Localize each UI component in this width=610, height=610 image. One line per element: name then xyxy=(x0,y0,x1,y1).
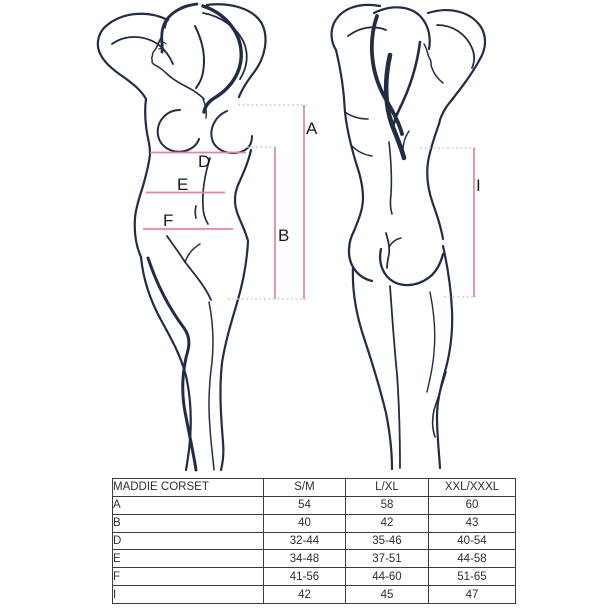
back-figure-illustration xyxy=(332,5,485,469)
column-header-xxl: XXL/XXXL xyxy=(429,479,516,497)
front-figure-illustration xyxy=(98,4,266,470)
label-d: D xyxy=(198,152,211,171)
cell-value: 40-54 xyxy=(429,532,516,550)
table-row xyxy=(113,496,516,514)
column-header-lxl: L/XL xyxy=(346,479,429,497)
row-label: I xyxy=(113,586,264,604)
cell-value: 35-46 xyxy=(346,532,429,550)
cell-value: 60 xyxy=(429,496,516,514)
cell-value: 45 xyxy=(346,586,429,604)
row-label: A xyxy=(113,496,264,514)
cell-value: 34-48 xyxy=(264,550,346,568)
product-name: MADDIE CORSET xyxy=(113,479,264,497)
cell-value: 40 xyxy=(264,514,346,532)
cell-value: 32-44 xyxy=(264,532,346,550)
cell-value: 44-60 xyxy=(346,568,429,586)
size-table xyxy=(112,478,516,604)
label-e: E xyxy=(177,175,189,194)
cell-value: 47 xyxy=(429,586,516,604)
cell-value: 42 xyxy=(264,586,346,604)
label-i: I xyxy=(476,176,481,195)
cell-value: 44-58 xyxy=(429,550,516,568)
row-label: B xyxy=(113,514,264,532)
row-label: F xyxy=(113,568,264,586)
table-row xyxy=(113,514,516,532)
cell-value: 58 xyxy=(346,496,429,514)
table-row xyxy=(113,586,516,604)
size-table-header-row xyxy=(113,479,516,497)
cell-value: 54 xyxy=(264,496,346,514)
row-label: D xyxy=(113,532,264,550)
cell-value: 37-51 xyxy=(346,550,429,568)
label-f: F xyxy=(163,211,174,230)
cell-value: 43 xyxy=(429,514,516,532)
measurement-labels xyxy=(163,119,481,245)
label-b: B xyxy=(278,226,290,245)
row-label: E xyxy=(113,550,264,568)
table-row xyxy=(113,550,516,568)
cell-value: 41-56 xyxy=(264,568,346,586)
cell-value: 42 xyxy=(346,514,429,532)
label-a: A xyxy=(306,119,318,138)
cell-value: 51-65 xyxy=(429,568,516,586)
table-row xyxy=(113,532,516,550)
column-header-sm: S/M xyxy=(264,479,346,497)
table-row xyxy=(113,568,516,586)
